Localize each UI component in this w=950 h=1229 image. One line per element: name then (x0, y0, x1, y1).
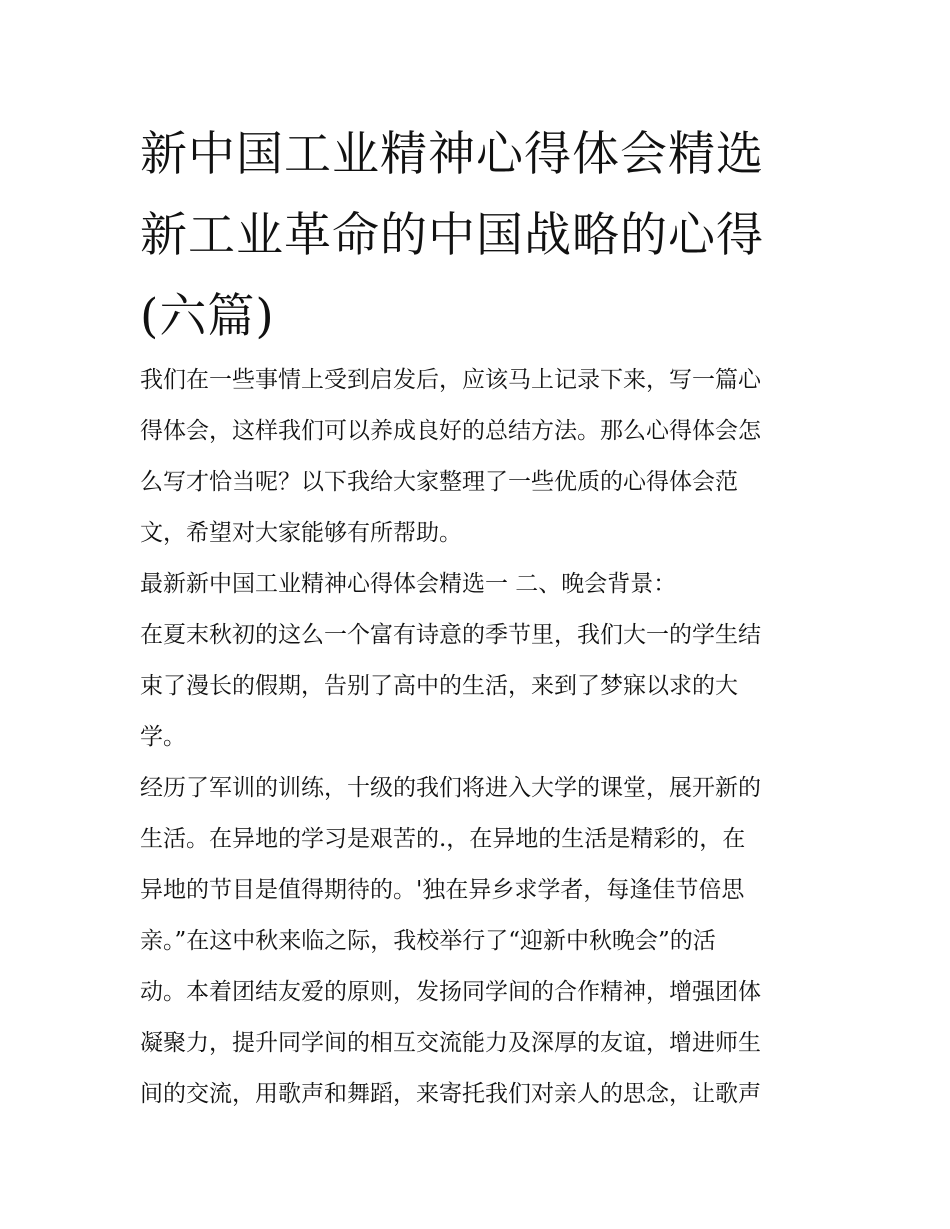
body-line-13: 动。本着团结友爱的原则，发扬同学间的合作精神，增强团体 (140, 979, 761, 1005)
title-line-1: 新中国工业精神心得体会精选 (140, 127, 764, 182)
title-line-3: (六篇) (140, 289, 275, 344)
body-line-4: 文，希望对大家能够有所帮助。 (140, 520, 462, 546)
body-line-10: 生活。在异地的学习是艰苦的.，在异地的生活是精彩的，在 (140, 826, 746, 852)
body-line-1: 我们在一些事情上受到启发后，应该马上记录下来，写一篇心 (140, 367, 761, 393)
body-line-2: 得体会，这样我们可以养成良好的总结方法。那么心得体会怎 (140, 418, 761, 444)
body-line-14: 凝聚力，提升同学间的相互交流能力及深厚的友谊，增进师生 (140, 1030, 761, 1056)
body-line-11: 异地的节目是值得期待的。'独在异乡求学者，每逢佳节倍思 (140, 877, 745, 903)
body-line-3: 么写才恰当呢？以下我给大家整理了一些优质的心得体会范 (140, 469, 738, 495)
document-title (140, 114, 820, 357)
body-line-7: 束了漫长的假期，告别了高中的生活，来到了梦寐以求的大 (140, 673, 738, 699)
document-body (140, 355, 820, 1120)
body-line-6: 在夏末秋初的这么一个富有诗意的季节里，我们大一的学生结 (140, 622, 761, 648)
body-line-5: 最新新中国工业精神心得体会精选一 二、晚会背景： (140, 571, 677, 597)
body-line-12: 亲。”在这中秋来临之际，我校举行了“迎新中秋晚会”的活 (140, 928, 716, 954)
body-line-8: 学。 (140, 724, 186, 750)
title-line-2: 新工业革命的中国战略的心得 (140, 208, 764, 263)
body-line-9: 经历了军训的训练，十级的我们将进入大学的课堂，展开新的 (140, 775, 761, 801)
body-line-15: 间的交流，用歌声和舞蹈，来寄托我们对亲人的思念，让歌声 (140, 1081, 761, 1107)
